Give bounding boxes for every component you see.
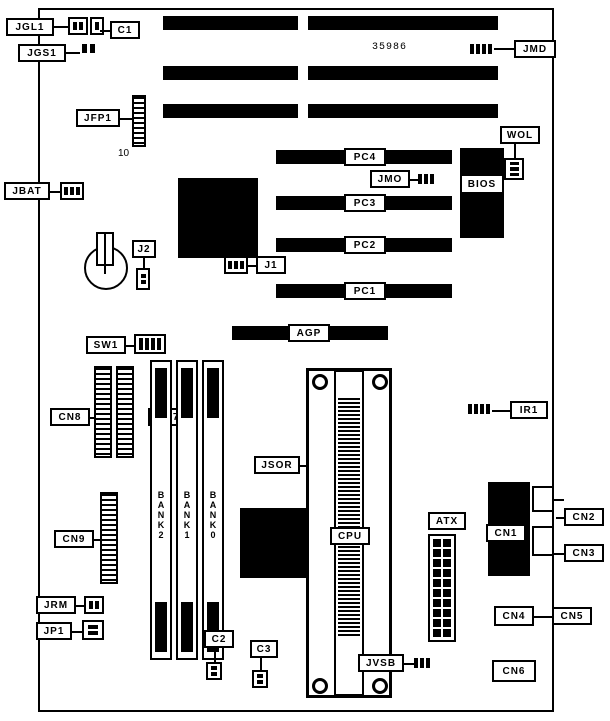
leader-jgs1 bbox=[66, 52, 80, 54]
label-jgl1[interactable]: JGL1 bbox=[6, 18, 54, 36]
jgs1-pins[interactable] bbox=[82, 44, 95, 53]
cn8-connector[interactable] bbox=[94, 366, 112, 458]
c3-component[interactable] bbox=[252, 670, 268, 688]
label-c3[interactable]: C3 bbox=[250, 640, 278, 658]
label-pc3[interactable]: PC3 bbox=[344, 194, 386, 212]
jmo-header[interactable] bbox=[418, 174, 434, 184]
leader-jgl1 bbox=[54, 26, 68, 28]
leader-j1 bbox=[248, 265, 256, 267]
leader-cn3 bbox=[554, 553, 564, 555]
label-jmo[interactable]: JMO bbox=[370, 170, 410, 188]
leader-cn9 bbox=[94, 539, 102, 541]
label-jmd[interactable]: JMD bbox=[514, 40, 556, 58]
jbat-header[interactable] bbox=[60, 182, 84, 200]
leader-cn8 bbox=[90, 417, 96, 419]
label-cpu[interactable]: CPU bbox=[330, 527, 370, 545]
label-j1[interactable]: J1 bbox=[256, 256, 286, 274]
cpu-slot-contacts bbox=[338, 398, 360, 638]
leader-wol bbox=[514, 144, 516, 158]
cn2-port[interactable] bbox=[532, 486, 554, 512]
j1-header[interactable] bbox=[224, 256, 248, 274]
jmd-header[interactable] bbox=[470, 44, 492, 54]
label-cn3[interactable]: CN3 bbox=[564, 544, 604, 562]
label-jsor[interactable]: JSOR bbox=[254, 456, 300, 474]
bank2-label: B A N K 2 bbox=[157, 490, 165, 540]
jp1-header[interactable] bbox=[82, 620, 104, 640]
jgl1-header[interactable] bbox=[68, 17, 88, 35]
leader-ir1 bbox=[492, 410, 510, 412]
label-wol[interactable]: WOL bbox=[500, 126, 540, 144]
label-pc2[interactable]: PC2 bbox=[344, 236, 386, 254]
isa-slot-3 bbox=[163, 66, 298, 80]
label-c1[interactable]: C1 bbox=[110, 21, 140, 39]
label-jp1[interactable]: JP1 bbox=[36, 622, 72, 640]
label-c2[interactable]: C2 bbox=[204, 630, 234, 648]
isa-slot-1 bbox=[163, 16, 298, 30]
label-cn6[interactable]: CN6 bbox=[492, 660, 536, 682]
wol-header[interactable] bbox=[504, 158, 524, 180]
label-sw1[interactable]: SW1 bbox=[86, 336, 126, 354]
label-ir1[interactable]: IR1 bbox=[510, 401, 548, 419]
bank0-label: B A N K 0 bbox=[209, 490, 217, 540]
c2-component[interactable] bbox=[206, 662, 222, 680]
cn9-connector[interactable] bbox=[100, 492, 118, 584]
isa-slot-4 bbox=[308, 66, 498, 80]
label-cn8[interactable]: CN8 bbox=[50, 408, 90, 426]
ir1-header[interactable] bbox=[468, 404, 490, 414]
label-jgs1[interactable]: JGS1 bbox=[18, 44, 66, 62]
label-jbat[interactable]: JBAT bbox=[4, 182, 50, 200]
label-jvsb[interactable]: JVSB bbox=[358, 654, 404, 672]
leader-jmd bbox=[494, 48, 514, 50]
bank1-label: B A N K 1 bbox=[183, 490, 191, 540]
leader-jp1 bbox=[72, 631, 82, 633]
leader-c1 bbox=[100, 30, 110, 32]
northbridge-chip bbox=[178, 178, 258, 258]
sw1-dip-switch[interactable] bbox=[134, 334, 166, 354]
leader-j2 bbox=[143, 258, 145, 268]
leader-jvsb bbox=[404, 663, 414, 665]
label-agp[interactable]: AGP bbox=[288, 324, 330, 342]
label-jfp1[interactable]: JFP1 bbox=[76, 109, 120, 127]
label-pc4[interactable]: PC4 bbox=[344, 148, 386, 166]
label-cn1[interactable]: CN1 bbox=[486, 524, 526, 542]
leader-jmo bbox=[410, 179, 418, 181]
label-atx[interactable]: ATX bbox=[428, 512, 466, 530]
cpu-mount-hole-tr bbox=[372, 374, 388, 390]
jfp1-pin-number: 10 bbox=[118, 148, 130, 159]
label-jrm[interactable]: JRM bbox=[36, 596, 76, 614]
leader-cn2 bbox=[554, 499, 564, 501]
jgs1-header[interactable] bbox=[90, 17, 104, 35]
isa-slot-6 bbox=[308, 104, 498, 118]
leader-c2 bbox=[214, 648, 216, 662]
leader-jbat bbox=[50, 191, 60, 193]
leader-jrm bbox=[76, 605, 84, 607]
label-cn2[interactable]: CN2 bbox=[564, 508, 604, 526]
cn3-port[interactable] bbox=[532, 526, 554, 556]
jfp1-header[interactable] bbox=[132, 95, 146, 147]
cpu-mount-hole-tl bbox=[312, 374, 328, 390]
jrm-header[interactable] bbox=[84, 596, 104, 614]
leader-sw1 bbox=[126, 345, 134, 347]
leader-c3 bbox=[260, 658, 262, 670]
isa-slot-2 bbox=[308, 16, 498, 30]
label-cn9[interactable]: CN9 bbox=[54, 530, 94, 548]
leader-jfp1 bbox=[120, 118, 132, 120]
atx-power-connector[interactable] bbox=[428, 534, 456, 642]
j2-header[interactable] bbox=[136, 268, 150, 290]
label-bios[interactable]: BIOS bbox=[460, 174, 504, 194]
isa-slot-5 bbox=[163, 104, 298, 118]
label-pc1[interactable]: PC1 bbox=[344, 282, 386, 300]
label-cn5[interactable]: CN5 bbox=[552, 607, 592, 625]
label-cn4[interactable]: CN4 bbox=[494, 606, 534, 626]
battery-pin bbox=[104, 232, 106, 274]
label-j2[interactable]: J2 bbox=[132, 240, 156, 258]
leader-cn2b bbox=[556, 517, 564, 519]
leader-cn5 bbox=[534, 616, 552, 618]
board-number: 35986 bbox=[372, 42, 408, 53]
jvsb-header[interactable] bbox=[414, 658, 430, 668]
cpu-mount-hole-bl bbox=[312, 678, 328, 694]
cn7-connector-left[interactable] bbox=[116, 366, 134, 458]
cpu-mount-hole-br bbox=[372, 678, 388, 694]
